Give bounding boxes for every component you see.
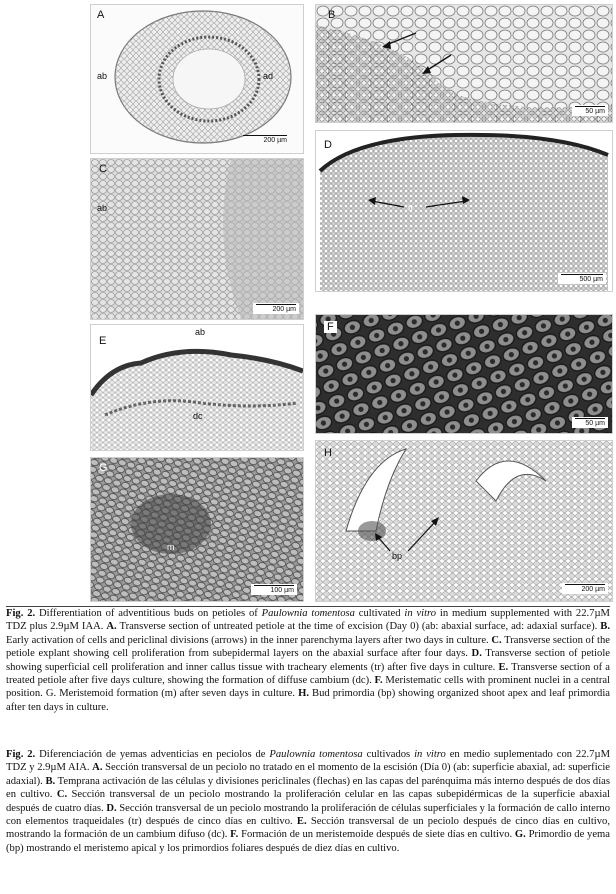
panel-b-scale-label: 50 µm xyxy=(585,108,605,115)
panel-c-micrograph xyxy=(91,159,303,319)
panel-h-label-bp: bp xyxy=(392,551,403,561)
caption-es-text: Sección transversal de un peciolo mostrando la proliferación de células superficiales y la formación de callo interno con elementos traqueidales (tr) después de cinco días en cultivo. xyxy=(6,802,610,828)
panel-d-scale-label: 500 µm xyxy=(579,276,603,283)
panel-d-micrograph xyxy=(316,131,612,291)
panel-c-label-ab: ab xyxy=(97,203,108,213)
panel-f-micrograph xyxy=(316,315,612,433)
panel-e xyxy=(90,324,304,451)
caption-es-invitro: in vitro xyxy=(414,749,446,760)
panel-g-scale-label: 100 µm xyxy=(270,587,294,594)
caption-en-text: Bud primordia (bp) showing organized shoot apex and leaf primordia after ten days in culture. xyxy=(6,688,610,713)
panel-h xyxy=(315,440,613,602)
panel-a-letter: A xyxy=(97,9,105,21)
caption-es-key: B. xyxy=(45,775,56,787)
panel-b xyxy=(315,4,613,123)
caption-en-text: Early activation of cells and periclinal divisions (arrows) in the inner parenchyma layers after two days in culture. xyxy=(6,634,492,646)
panel-g-micrograph xyxy=(91,458,303,601)
panel-e-label-dc: dc xyxy=(193,411,203,421)
panel-f xyxy=(315,314,613,434)
panel-e-micrograph xyxy=(91,325,303,450)
caption-en-text: in medium supplemented with 22.7µM TDZ plus 2.9µM IAA. xyxy=(6,608,610,633)
panel-h-micrograph xyxy=(316,441,612,601)
panel-f-letter: F xyxy=(324,321,337,333)
caption-en-key: F. xyxy=(374,675,383,687)
panel-a-label-ab: ab xyxy=(97,71,108,81)
caption-es-text: Primordio de yema (bp) mostrando el meristemo apical y los primordios foliares después de diez días en cultivo. xyxy=(6,829,610,854)
panel-h-scale-label: 200 µm xyxy=(581,586,605,593)
panel-f-scale-label: 50 µm xyxy=(585,420,605,427)
caption-en-text: Transverse section of the petiole explant showing cell proliferation from subepidermal layers on the abaxial surface after four days. xyxy=(6,634,610,660)
panel-d-label-tr: tr xyxy=(408,203,414,213)
panel-c xyxy=(90,158,304,320)
caption-en-key: C. xyxy=(491,634,502,646)
caption-en-text: Transverse section of untreated petiole at the time of excision (Day 0) (ab: abaxial surface, ad: adaxial surface). xyxy=(116,621,601,633)
caption-en-key: A. xyxy=(106,621,117,633)
caption-en-text: Differentiation of adventitious buds on petioles of xyxy=(35,608,262,619)
caption-en-key: D. xyxy=(471,648,482,660)
caption-en-text: Transverse section of petiole showing superficial cell proliferation and inner callus tissue with tracheary elements (tr) after five days in culture. xyxy=(6,648,610,673)
caption-en-text: Meristematic cells with prominent nuclei in a central position. G. Meristemoid formation (m) after seven days in culture. xyxy=(6,675,610,700)
panel-e-letter: E xyxy=(99,335,107,347)
panel-e-label-ab: ab xyxy=(195,327,206,337)
panel-a-label-ad: ad xyxy=(263,71,274,81)
caption-es-text: Sección transversal de un peciolo no tratado en el momento de la escisión (Día 0) (ab: superficie abaxial, ad: superficie adaxial). xyxy=(6,762,610,787)
panel-b-letter: B xyxy=(328,9,336,21)
panel-a xyxy=(90,4,304,154)
panel-g xyxy=(90,457,304,602)
panel-d-letter: D xyxy=(324,139,332,151)
caption-en-key: B. xyxy=(600,621,610,633)
caption-es-key: E. xyxy=(296,816,307,828)
caption-spanish xyxy=(6,748,610,855)
caption-en-text: cultivated xyxy=(354,608,405,619)
panel-g-label-m: m xyxy=(167,542,175,552)
panel-c-scale-label: 200 µm xyxy=(272,306,296,313)
panel-c-scale-bar xyxy=(253,303,299,314)
caption-es-text: Formación de un meristemoide después de siete días en cultivo. xyxy=(238,829,515,841)
panel-h-scale-bar xyxy=(562,583,608,594)
caption-es-key: C. xyxy=(56,789,68,801)
caption-es-key: G. xyxy=(514,829,526,841)
caption-es-key: A. xyxy=(92,762,103,774)
caption-en-species: Paulownia tomentosa xyxy=(261,608,355,619)
panel-d xyxy=(315,130,613,292)
caption-en-text: Transverse section of a treated petiole after five days culture, showing the formation of diffuse cambium (dc). xyxy=(6,661,610,687)
caption-es-key: F. xyxy=(230,829,239,841)
caption-es-fig: Fig. 2. xyxy=(6,749,36,760)
caption-es-key: D. xyxy=(106,802,117,814)
caption-english xyxy=(6,607,610,714)
caption-en-key: E. xyxy=(498,661,509,673)
caption-es-text: Sección transversal de un peciolo mostrando la proliferación celular en las capas subepidérmicas de la superficie abaxial después de cuatro días. xyxy=(6,789,610,814)
panel-g-scale-bar xyxy=(251,584,297,595)
caption-en-key: H. xyxy=(298,688,309,700)
caption-es-text: cultivados xyxy=(362,749,415,760)
caption-es-text: en medio suplementado con 22.7µM TDZ y 2.9µM AIA. xyxy=(6,749,610,774)
panel-g-letter: G xyxy=(99,462,108,474)
panel-c-letter: C xyxy=(99,163,107,175)
panel-f-scale-bar xyxy=(572,417,608,428)
panel-d-scale-bar xyxy=(558,273,606,284)
caption-es-text: Temprana activación de las células y divisiones periclinales (flechas) en las capas del parénquima más interno después de dos días en cultivo. xyxy=(6,775,610,801)
caption-en-invitro: in vitro xyxy=(404,608,437,619)
panel-a-scale-label: 200 µm xyxy=(263,137,287,144)
panel-b-scale-bar xyxy=(572,105,608,116)
panel-b-micrograph xyxy=(316,5,612,122)
panel-h-letter: H xyxy=(324,447,332,459)
caption-es-species: Paulownia tomentosa xyxy=(269,749,363,760)
caption-es-text: Sección transversal de un peciolo después de cinco días en cultivo, mostrando la formación de un cambium difuso (dc). xyxy=(6,816,610,841)
caption-es-text: Diferenciación de yemas adventicias en peciolos de xyxy=(35,749,270,760)
caption-en-fig: Fig. 2. xyxy=(6,608,36,619)
panel-a-scale-bar xyxy=(243,135,287,144)
